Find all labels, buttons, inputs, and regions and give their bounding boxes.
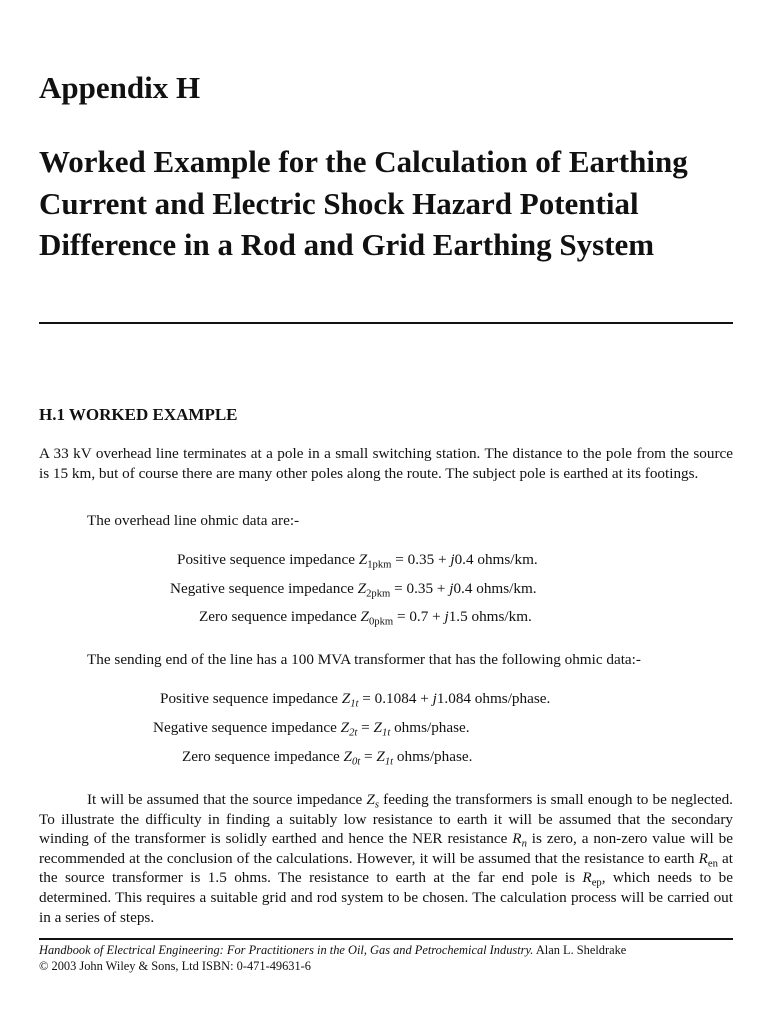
author-name: Alan L. Sheldrake — [533, 943, 627, 957]
line-positive-sequence-equation: Positive sequence impedance $Z_{1pkm} = 0.35 + j0.4$ ohms/km. — [177, 551, 538, 571]
title-divider — [39, 322, 733, 324]
line-zero-sequence-equation: Zero sequence impedance $Z_{0pkm} = 0.7 + j1.5$ ohms/km. — [199, 608, 532, 628]
book-title: Handbook of Electrical Engineering: For Practitioners in the Oil, Gas and Petrochemical Industry. — [39, 943, 534, 957]
assumptions-paragraph: It will be assumed that the source impedance $Z_s$ feeding the transformers is small enough to be neglected. To illustrate the difficulty in finding a suitably low resistance to earth it will be assumed that the secondary winding of the transformer is solidly earthed and hence the NER resistance $R_n$ is zero, a non-zero value will be recommended at the conclusion of the calculations. However, it will be assumed that the resistance to earth $R_{en}$ at the source transformer is 1.5 ohms. The resistance to earth at the far end pole is $R_{ep}$, which needs to be determined. This requires a suitable grid and rod system to be chosen. The calculation process will be carried out in a series of steps. — [39, 791, 734, 926]
chapter-title: Worked Example for the Calculation of Earthing Current and Electric Shock Hazard Potential Difference in a Rod and Grid Earthing System — [39, 144, 688, 262]
transformer-zero-sequence-equation: Zero sequence impedance $Z_{0t} = Z_{1t}$ ohms/phase. — [182, 748, 473, 768]
intro-paragraph: A 33 kV overhead line terminates at a pole in a small switching station. The distance to the pole from the source is 15 km, but of course there are many other poles along the route. The subject pole is earthed at its footings. — [39, 445, 733, 482]
transformer-negative-sequence-equation: Negative sequence impedance $Z_{2t} = Z_{1t}$ ohms/phase. — [153, 719, 470, 739]
appendix-label: Appendix H — [39, 70, 201, 105]
section-heading: H.1 WORKED EXAMPLE — [39, 405, 238, 424]
transformer-positive-sequence-equation: Positive sequence impedance $Z_{1t} = 0.1084 + j1.084$ ohms/phase. — [160, 690, 551, 710]
footer-copyright: © 2003 John Wiley & Sons, Ltd ISBN: 0-471-49631-6 — [39, 959, 311, 973]
footer-citation — [39, 943, 626, 958]
transformer-data-intro: The sending end of the line has a 100 MVA transformer that has the following ohmic data:- — [87, 651, 641, 668]
footer-divider — [39, 938, 733, 940]
line-negative-sequence-equation: Negative sequence impedance $Z_{2pkm} = 0.35 + j0.4$ ohms/km. — [170, 580, 537, 600]
line-data-intro: The overhead line ohmic data are:- — [87, 512, 300, 529]
